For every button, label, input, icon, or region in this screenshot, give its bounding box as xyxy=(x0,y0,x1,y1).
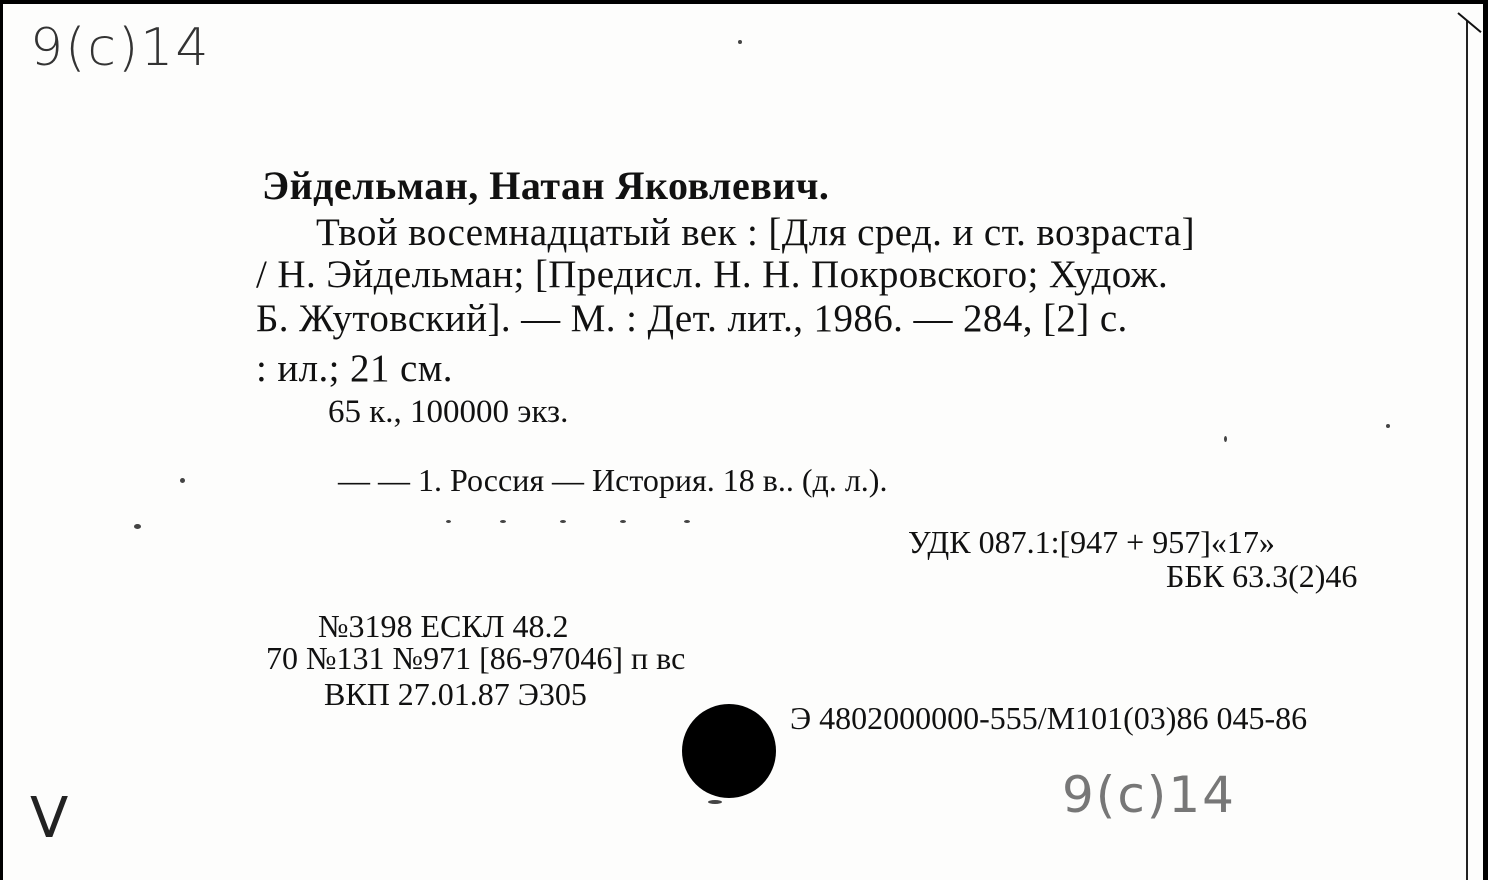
speck xyxy=(620,520,626,523)
description-line-4: : ил.; 21 см. xyxy=(256,347,453,390)
speck xyxy=(708,800,722,804)
card-left-border xyxy=(0,0,3,880)
punch-hole xyxy=(682,704,776,798)
speck xyxy=(180,478,185,483)
card-right-border xyxy=(1483,0,1488,880)
speck xyxy=(134,524,141,529)
price-print-run: 65 к., 100000 экз. xyxy=(328,394,569,430)
inventory-line-1: №3198 ЕСКЛ 48.2 xyxy=(318,608,569,644)
author-heading: Эйдельман, Натан Яковлевич. xyxy=(262,163,830,208)
speck xyxy=(1224,436,1227,442)
speck xyxy=(560,520,566,523)
description-line-3: Б. Жутовский]. — М. : Дет. лит., 1986. — 284, [2] с. xyxy=(256,297,1128,340)
speck xyxy=(446,520,451,523)
handwritten-shelf-mark: 9(с)14 xyxy=(30,18,211,78)
inventory-line-2: 70 №131 №971 [86-97046] п вс xyxy=(266,640,686,676)
bbk-classification: ББК 63.3(2)46 xyxy=(1166,558,1358,594)
publisher-code: Э 4802000000-555/М101(03)86 045-86 xyxy=(790,700,1308,736)
card-inner-edge xyxy=(1466,20,1468,880)
card-top-border xyxy=(0,0,1488,4)
subject-heading: — — 1. Россия — История. 18 в.. (д. л.). xyxy=(338,462,888,498)
inventory-line-3: ВКП 27.01.87 Э305 xyxy=(324,676,587,712)
speck xyxy=(738,40,742,44)
handwritten-check-mark: V xyxy=(30,786,69,851)
corner-mark xyxy=(1457,12,1481,33)
speck xyxy=(684,520,690,523)
speck xyxy=(500,520,506,523)
speck xyxy=(1386,424,1390,428)
description-line-2: / Н. Эйдельман; [Предисл. Н. Н. Покровского; Худож. xyxy=(256,253,1169,296)
handwritten-shelf-mark-bottom: 9(с)14 xyxy=(1062,766,1236,824)
description-line-1: Твой восемнадцатый век : [Для сред. и ст. возраста] xyxy=(316,211,1196,254)
udk-classification: УДК 087.1:[947 + 957]«17» xyxy=(908,524,1275,560)
